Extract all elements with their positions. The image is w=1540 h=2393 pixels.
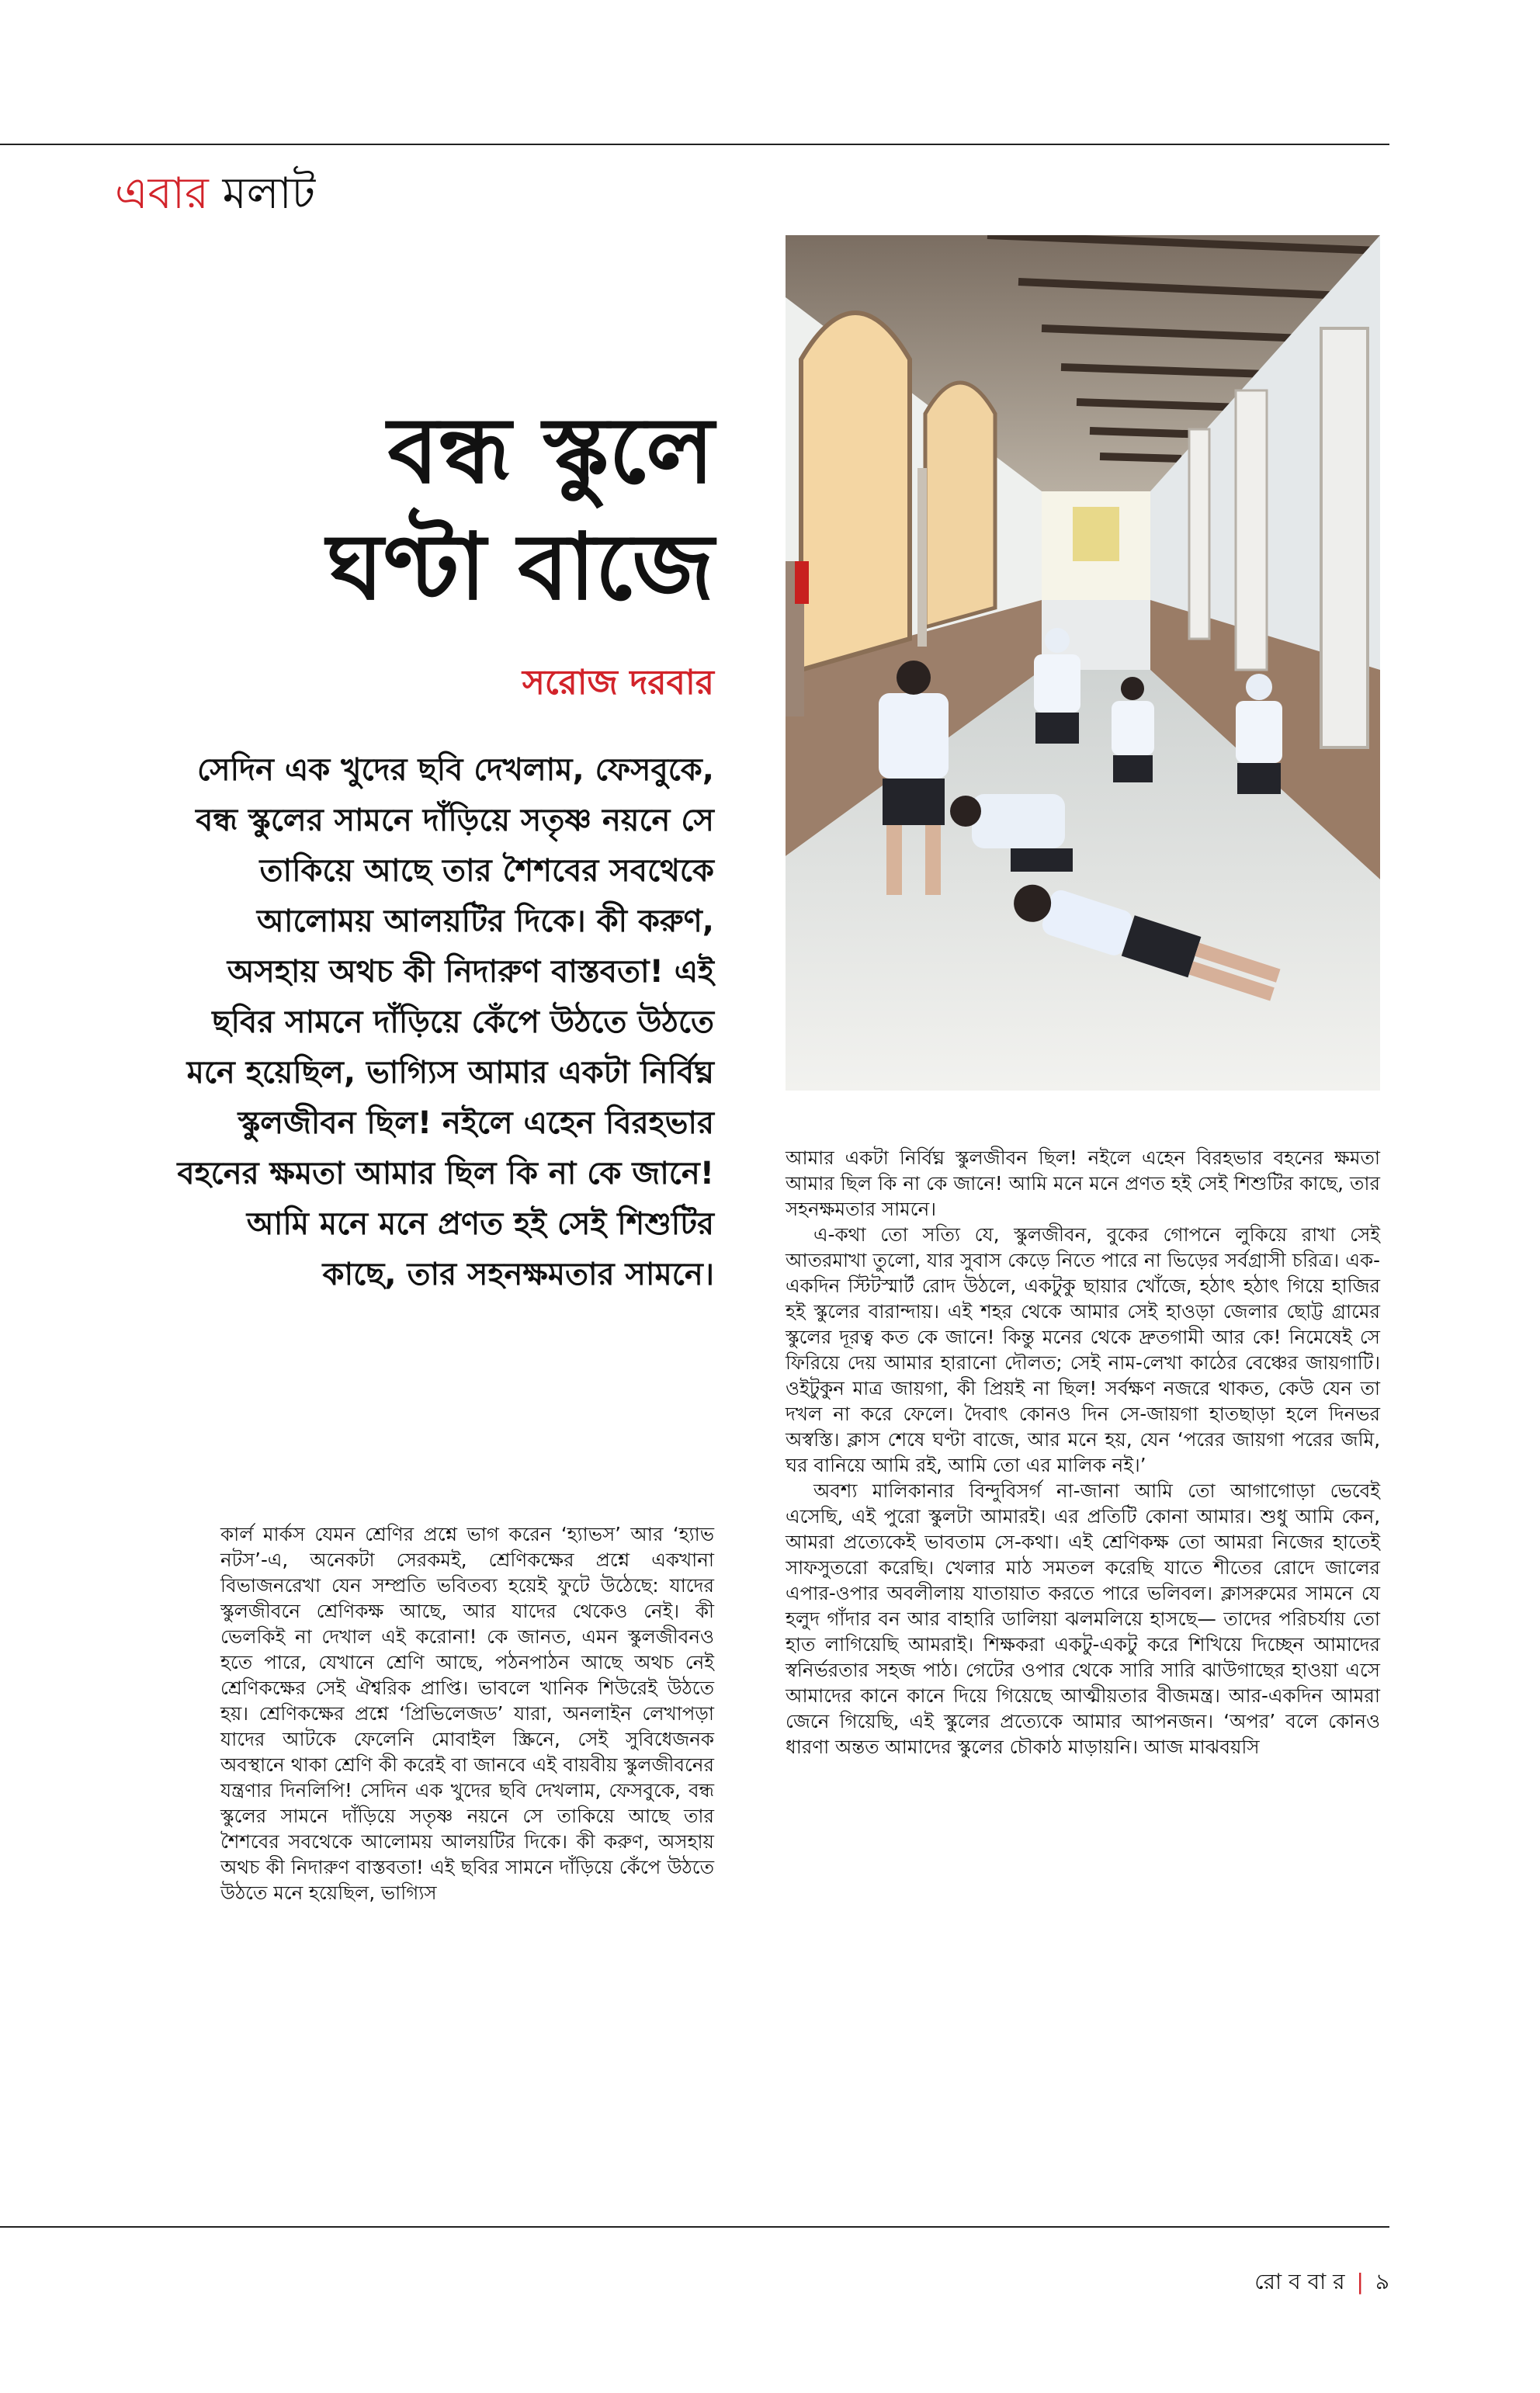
- top-rule: [0, 144, 1389, 145]
- bottom-rule: [0, 2226, 1389, 2228]
- article-photo: [786, 235, 1380, 1091]
- page-number: ৯: [1375, 2269, 1389, 2294]
- corridor-photo-illustration: [786, 235, 1380, 1091]
- headline-line-2: ঘণ্টা বাজে: [327, 512, 714, 620]
- body-paragraph-2: এ-কথা তো সত্যি যে, স্কুলজীবন, বুকের গোপনে লুকিয়ে রাখা সেই আতরমাখা তুলো, যার সুবাস কেড়ে নিতে পারে না ভিড়ের সর্বগ্রাসী চরিত্র। এক-একদিন স্টিটস্মার্ট রোদ উঠলে, একটুকু ছায়ার খোঁজে, হঠাৎ হঠাৎ গিয়ে হাজির হই স্কুলের বারান্দায়। এই শহর থেকে আমার সেই হাওড়া জেলার ছোট্ট গ্রামের স্কুলের দূরত্ব কত কে জানে! কিন্তু মনের থেকে দ্রুতগামী আর কে! নিমেষেই সে ফিরিয়ে দেয় আমার হারানো দৌলত; সেই নাম-লেখা কাঠের বেঞ্চের জায়গাটি। ওইটুকুন মাত্র জায়গা, কী প্রিয়ই না ছিল! সর্বক্ষণ নজরে থাকত, কেউ যেন তা দখল না করে ফেলে। দৈবাৎ কোনও দিন সে-জায়গা হাতছাড়া হলে দিনভর অস্বস্তি। ক্লাস শেষে ঘণ্টা বাজে, আর মনে হয়, যেন ‘পরের জায়গা পরের জমি, ঘর বানিয়ে আমি রই, আমি তো এর মালিক নই।’: [786, 1223, 1380, 1476]
- author-byline: সরোজ দরবার: [522, 663, 714, 702]
- footer-separator: |: [1356, 2269, 1364, 2294]
- magazine-name: রো ব বা র: [1254, 2269, 1345, 2294]
- body-paragraph-1: আমার একটা নির্বিঘ্ন স্কুলজীবন ছিল! নইলে এহেন বিরহভার বহনের ক্ষমতা আমার ছিল কি না কে জানে! আমি মনে মনে প্রণত হই সেই শিশুটির কাছে, তার সহনক্ষমতার সামনে।: [786, 1146, 1380, 1220]
- lead-paragraph: সেদিন এক খুদের ছবি দেখলাম, ফেসবুকে, বন্ধ স্কুলের সামনে দাঁড়িয়ে সতৃষ্ণ নয়নে সে তাকিয়ে আছে তার শৈশবের সবথেকে আলোময় আলয়টির দিকে। কী করুণ, অসহায় অথচ কী নিদারুণ বাস্তবতা! এই ছবির সামনে দাঁড়িয়ে কেঁপে উঠতে উঠতে মনে হয়েছিল, ভাগ্যিস আমার একটা নির্বিঘ্ন স্কুলজীবন ছিল! নইলে এহেন বিরহভার বহনের ক্ষমতা আমার ছিল কি না কে জানে! আমি মনে মনে প্রণত হই সেই শিশুটির কাছে, তার সহনক্ষমতার সামনে।: [177, 752, 714, 1292]
- body-column-right: [786, 1145, 1380, 1760]
- section-label-accent: এবার: [115, 168, 209, 219]
- body-column-left: কার্ল মার্কস যেমন শ্রেণির প্রশ্নে ভাগ করেন ‘হ্যাভস’ আর ‘হ্যাভ নটস’-এ, অনেকটা সেরকমই, শ্রেণিকক্ষের প্রশ্নে একখানা বিভাজনরেখা যেন সম্প্রতি ভবিতব্য হয়েই ফুটে উঠেছে: যাদের স্কুলজীবনে শ্রেণিকক্ষ আছে, আর যাদের থেকেও নেই। কী ভেলকিই না দেখাল এই করোনা! কে জানত, এমন স্কুলজীবনও হতে পারে, যেখানে শ্রেণি আছে, পঠনপাঠন আছে অথচ নেই শ্রেণিকক্ষের সেই ঐশ্বরিক প্রাপ্তি। ভাবলে খানিক শিউরেই উঠতে হয়। শ্রেণিকক্ষের প্রশ্নে ‘প্রিভিলেজড’ যারা, অনলাইন লেখাপড়া যাদের আটকে ফেলেনি মোবাইল স্ক্রিনে, সেই সুবিধেজনক অবস্থানে থাকা শ্রেণি কী করেই বা জানবে এই বায়বীয় স্কুলজীবনের যন্ত্রণার দিনলিপি! সেদিন এক খুদের ছবি দেখলাম, ফেসবুকে, বন্ধ স্কুলের সামনে দাঁড়িয়ে সতৃষ্ণ নয়নে সে তাকিয়ে আছে তার শৈশবের সবথেকে আলোময় আলয়টির দিকে। কী করুণ, অসহায় অথচ কী নিদারুণ বাস্তবতা! এই ছবির সামনে দাঁড়িয়ে কেঁপে উঠতে উঠতে মনে হয়েছিল, ভাগ্যিস: [220, 1523, 714, 1904]
- body-paragraph-3: অবশ্য মালিকানার বিন্দুবিসর্গ না-জানা আমি তো আগাগোড়া ভেবেই এসেছি, এই পুরো স্কুলটা আমারই। এর প্রতিটি কোনা আমার। শুধু আমি কেন, আমরা প্রত্যেকেই ভাবতাম সে-কথা। এই শ্রেণিকক্ষ তো আমরা নিজের হাতেই সাফসুতরো করেছি। খেলার মাঠ সমতল করেছি যাতে শীতের রোদে জালের এপার-ওপার অবলীলায় যাতায়াত করতে পারে ভলিবল। ক্লাসরুমের সামনে যে হলুদ গাঁদার বন আর বাহারি ডালিয়া ঝলমলিয়ে হাসছে— তাদের পরিচর্যায় তো হাত লাগিয়েছি আমরাই। শিক্ষকরা একটু-একটু করে শিখিয়ে দিচ্ছেন আমাদের স্বনির্ভরতার সহজ পাঠ। গেটের ওপার থেকে সারি সারি ঝাউগাছের হাওয়া এসে আমাদের কানে কানে দিয়ে গিয়েছে আত্মীয়তার বীজমন্ত্র। আর-একদিন আমরা জেনে গিয়েছি, এই স্কুলের প্রত্যেকে আমার আপনজন। ‘অপর’ বলে কোনও ধারণা অন্তত আমাদের স্কুলের চৌকাঠ মাড়ায়নি। আজ মাঝবয়সি: [786, 1479, 1380, 1758]
- article-headline: [194, 392, 714, 625]
- headline-line-1: বন্ধ স্কুলে: [387, 396, 714, 504]
- section-label: [115, 163, 315, 225]
- section-label-text: মলাট: [222, 168, 316, 219]
- page-footer: [1254, 2266, 1389, 2298]
